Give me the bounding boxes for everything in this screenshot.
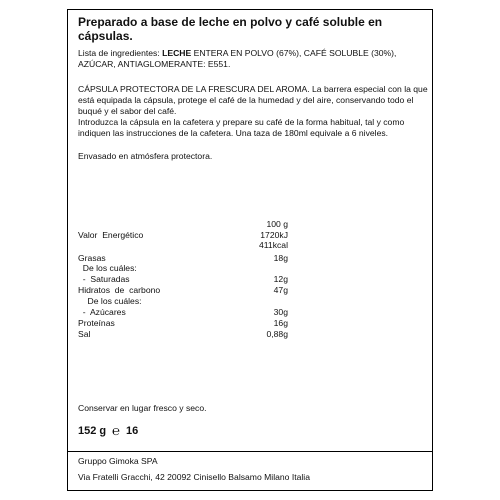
product-title: Preparado a base de leche en polvo y café soluble en cápsulas. <box>78 15 383 43</box>
net-weight: 152 g <box>78 425 107 437</box>
packaging-note: Envasado en atmósfera protectora. <box>78 151 213 161</box>
company-address: Via Fratelli Gracchi, 42 20092 Cinisello Balsamo Milano Italia <box>78 472 310 482</box>
nutrition-row-label: De los cuáles: <box>78 263 137 273</box>
nutrition-row-value: 47g <box>273 285 288 295</box>
nutrition-row-value: 30g <box>273 307 288 317</box>
label-frame <box>67 9 433 491</box>
allergen-leche: LECHE <box>162 48 192 58</box>
ingredients-label: Lista de ingredientes: <box>78 48 160 58</box>
nutrition-row-value: 1720kJ <box>260 230 288 240</box>
estimated-sign-icon: ℮ <box>112 423 120 438</box>
company-name: Gruppo Gimoka SPA <box>78 456 158 466</box>
capsule-count: 16 <box>126 425 139 437</box>
ingredients-list <box>78 48 428 70</box>
nutrition-row-value: 18g <box>273 253 288 263</box>
section-divider <box>68 451 432 452</box>
nutrition-row-value: 16g <box>273 318 288 328</box>
nutrition-row-label: Hidratos de carbono <box>78 285 161 295</box>
nutrition-row-label: Proteínas <box>78 318 115 328</box>
nutrition-row-value: 411kcal <box>259 240 288 250</box>
nutrition-row-label: - Azúcares <box>78 307 126 317</box>
nutrition-row-label: Grasas <box>78 253 106 263</box>
nutrition-row-value: 0,88g <box>266 329 288 339</box>
usage-instructions: Introduzca la cápsula en la cafetera y prepare su café de la forma habitual, tal y como indiquen las instrucciones de la cafetera. Una taza de 180ml equivale a 6 niveles. <box>78 117 405 138</box>
nutrition-row-label: - Saturadas <box>78 274 130 284</box>
nutrition-per-100g: 100 g <box>266 219 288 229</box>
nutrition-row-label: Valor Energético <box>78 230 144 240</box>
nutrition-row-value: 12g <box>273 274 288 284</box>
ingredients-rest: ENTERA EN POLVO (67%), CAFÉ SOLUBLE (30%), AZÚCAR, ANTIAGLOMERANTE: E551. <box>78 48 397 69</box>
nutrition-row-label: Sal <box>78 329 91 339</box>
nutrition-row-label: De los cuáles: <box>78 296 142 306</box>
capsule-description: CÁPSULA PROTECTORA DE LA FRESCURA DEL AROMA. La barrera especial con la que está equipada la cápsula, protege el café de la humedad y del aire, conservando todo el buqué y el sabor del café. <box>78 84 428 116</box>
storage-note: Conservar en lugar fresco y seco. <box>78 403 207 413</box>
